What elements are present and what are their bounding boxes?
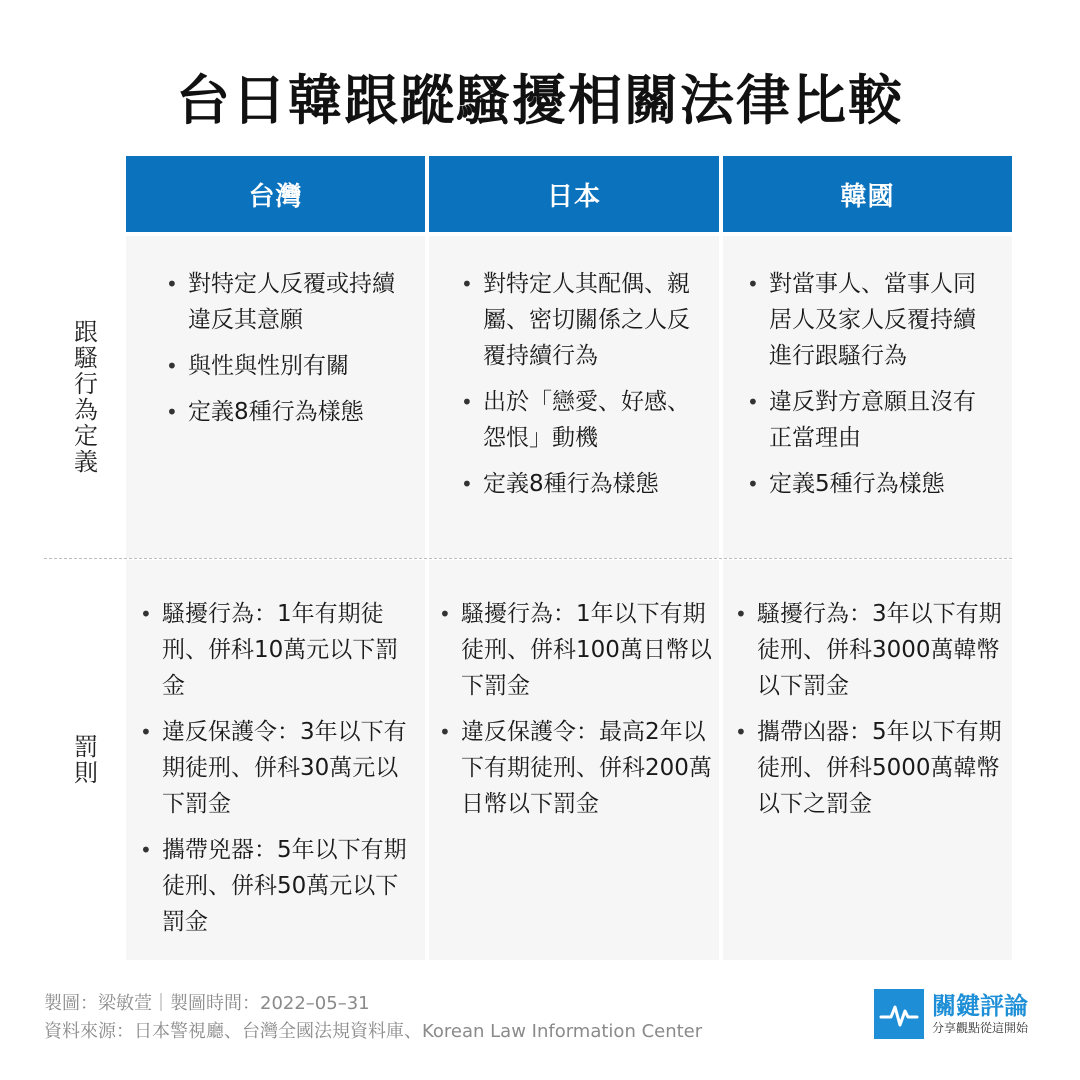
bullet-text: 對當事人、當事人同居人及家人反覆持續進行跟騷行為 bbox=[769, 271, 976, 369]
column-header-label: 日本 bbox=[546, 181, 601, 212]
bullet-text: 對特定人反覆或持續違反其意願 bbox=[188, 271, 395, 333]
bullet-icon: • bbox=[735, 602, 747, 626]
bullet-icon: • bbox=[735, 720, 747, 744]
bullet-icon: • bbox=[140, 838, 152, 862]
column-header-taiwan bbox=[126, 156, 425, 232]
footer bbox=[44, 990, 702, 1046]
bullet-icon: • bbox=[747, 472, 759, 496]
definition-cell-taiwan bbox=[126, 236, 425, 558]
column-header-japan bbox=[429, 156, 719, 232]
definition-list-taiwan bbox=[166, 266, 405, 430]
bullet-item bbox=[461, 384, 701, 456]
bullet-text: 與性與性別有關 bbox=[188, 353, 349, 379]
penalty-list-japan bbox=[439, 596, 715, 822]
row-label-penalty: 罰則 bbox=[69, 734, 98, 786]
column-header-label: 台灣 bbox=[248, 181, 303, 212]
bullet-icon: • bbox=[747, 272, 759, 296]
bullet-item bbox=[735, 596, 1004, 704]
logo-name: 關鍵評論 bbox=[932, 992, 1028, 1020]
bullet-item bbox=[140, 596, 415, 704]
bullet-item bbox=[461, 266, 701, 374]
page-title: 台日韓跟蹤騷擾相關法律比較 bbox=[176, 69, 904, 132]
bullet-text: 攜帶凶器：5年以下有期徒刑、併科5000萬韓幣以下之罰金 bbox=[757, 719, 1002, 817]
bullet-text: 對特定人其配偶、親屬、密切關係之人反覆持續行為 bbox=[483, 271, 690, 369]
bullet-icon: • bbox=[166, 354, 178, 378]
footer-credit: 製圖：梁敏萱｜製圖時間：2022–05–31 bbox=[44, 993, 370, 1014]
penalty-cell-korea bbox=[723, 560, 1012, 960]
definition-cell-korea bbox=[723, 236, 1012, 558]
bullet-icon: • bbox=[461, 390, 473, 414]
definition-cell-japan bbox=[429, 236, 719, 558]
bullet-item bbox=[747, 466, 994, 502]
penalty-cell-japan bbox=[429, 560, 719, 960]
row-divider bbox=[44, 558, 1012, 559]
bullet-text: 騷擾行為：3年以下有期徒刑、併科3000萬韓幣以下罰金 bbox=[757, 601, 1002, 699]
bullet-item bbox=[735, 714, 1004, 822]
column-header-label: 韓國 bbox=[840, 181, 895, 212]
bullet-icon: • bbox=[747, 390, 759, 414]
bullet-icon: • bbox=[166, 272, 178, 296]
bullet-text: 定義5種行為樣態 bbox=[769, 471, 945, 497]
bullet-text: 違反保護令：最高2年以下有期徒刑、併科200萬日幣以下罰金 bbox=[461, 719, 712, 817]
footer-source: 資料來源：日本警視廳、台灣全國法規資料庫、Korean Law Information Center bbox=[44, 1021, 703, 1042]
bullet-item bbox=[140, 714, 415, 822]
row-label-definition: 跟騷行為定義 bbox=[69, 319, 98, 475]
bullet-icon: • bbox=[439, 720, 451, 744]
bullet-text: 違反對方意願且沒有正當理由 bbox=[769, 389, 976, 451]
bullet-item bbox=[439, 714, 715, 822]
definition-list-korea bbox=[747, 266, 994, 502]
bullet-text: 騷擾行為：1年以下有期徒刑、併科100萬日幣以下罰金 bbox=[461, 601, 712, 699]
penalty-list-korea bbox=[735, 596, 1004, 822]
brand-logo bbox=[874, 986, 1044, 1042]
bullet-text: 騷擾行為：1年有期徒刑、併科10萬元以下罰金 bbox=[162, 601, 399, 699]
bullet-item bbox=[166, 266, 405, 338]
bullet-text: 定義8種行為樣態 bbox=[188, 399, 364, 425]
bullet-text: 違反保護令：3年以下有期徒刑、併科30萬元以下罰金 bbox=[162, 719, 407, 817]
bullet-text: 攜帶兇器：5年以下有期徒刑、併科50萬元以下罰金 bbox=[162, 837, 407, 935]
bullet-icon: • bbox=[140, 602, 152, 626]
penalty-cell-taiwan bbox=[126, 560, 425, 960]
bullet-item bbox=[747, 384, 994, 456]
bullet-text: 出於「戀愛、好感、怨恨」動機 bbox=[483, 389, 690, 451]
logo-tagline: 分享觀點從這開始 bbox=[932, 1021, 1029, 1035]
bullet-text: 定義8種行為樣態 bbox=[483, 471, 659, 497]
pulse-icon bbox=[874, 989, 924, 1039]
bullet-icon: • bbox=[166, 400, 178, 424]
bullet-icon: • bbox=[439, 602, 451, 626]
bullet-item bbox=[166, 348, 405, 384]
bullet-icon: • bbox=[461, 472, 473, 496]
column-header-korea bbox=[723, 156, 1012, 232]
bullet-item bbox=[747, 266, 994, 374]
bullet-item bbox=[461, 466, 701, 502]
bullet-item bbox=[439, 596, 715, 704]
bullet-item bbox=[140, 832, 415, 940]
bullet-icon: • bbox=[140, 720, 152, 744]
bullet-item bbox=[166, 394, 405, 430]
definition-list-japan bbox=[461, 266, 701, 502]
penalty-list-taiwan bbox=[140, 596, 415, 940]
bullet-icon: • bbox=[461, 272, 473, 296]
